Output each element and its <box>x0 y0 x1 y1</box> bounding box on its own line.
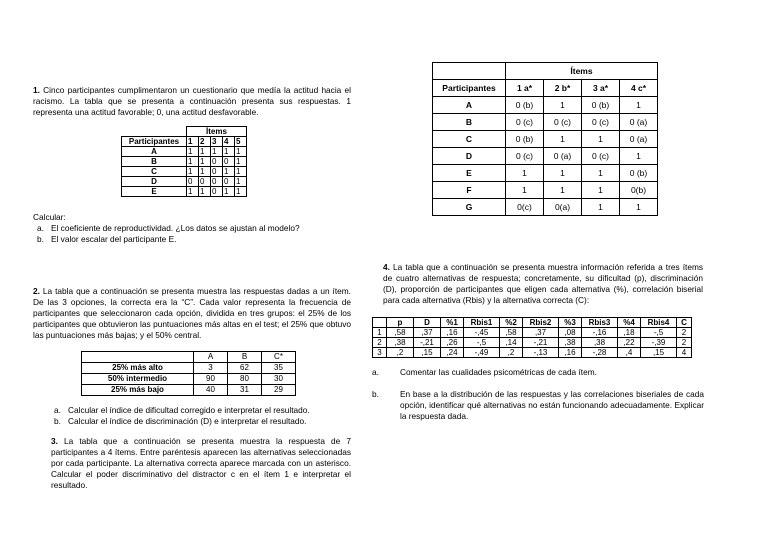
question-text: La tabla que a continuación se presenta muestra información referida a tres ítems de cuatro alternativas de respuesta; concretamente, su dificultad (p), discriminación (D), proporción de participantes que eligen cada alternativa (%), correlación biserial para cada alternativa (Rbis) y la alternativa correcta (C): <box>383 262 704 305</box>
cell: 1 <box>544 165 582 182</box>
cell: 80 <box>228 374 262 385</box>
cell: 1 <box>187 167 199 177</box>
header-cell: A <box>194 352 228 363</box>
list-text: Comentar las cualidades psicométricas de cada ítem. <box>400 367 597 377</box>
table-row <box>122 147 247 157</box>
list-item <box>372 367 704 378</box>
cell: ,58 <box>500 328 523 338</box>
row-label: E <box>122 187 187 197</box>
cell: -,39 <box>641 338 677 348</box>
row-label: A <box>433 97 506 114</box>
header-cell: p <box>387 318 414 328</box>
cell: ,14 <box>500 338 523 348</box>
q1-list <box>33 223 363 245</box>
header-cell <box>82 352 194 363</box>
q4-list <box>372 367 704 422</box>
cell: 0(c) <box>506 199 544 216</box>
cell: ,15 <box>641 348 677 358</box>
cell: ,37 <box>523 328 559 338</box>
header-cell: 1 a* <box>506 80 544 97</box>
header-cell: 2 b* <box>544 80 582 97</box>
table-row <box>433 97 658 114</box>
cell: ,08 <box>559 328 582 338</box>
cell: 1 <box>544 182 582 199</box>
cell: 1 <box>223 187 235 197</box>
cell: 0 <box>211 187 223 197</box>
list-item <box>50 416 370 427</box>
question-3 <box>51 436 351 491</box>
table-row <box>433 165 658 182</box>
question-2 <box>33 286 351 341</box>
cell: 35 <box>262 363 296 374</box>
cell: 1 <box>582 165 620 182</box>
header-cell: 2 <box>199 137 211 147</box>
header-cell: C* <box>262 352 296 363</box>
cell: 0 (b) <box>620 165 658 182</box>
calc-label: Calcular: <box>33 212 66 222</box>
cell: -,45 <box>464 328 500 338</box>
row-label: D <box>433 148 506 165</box>
cell: ,37 <box>414 328 441 338</box>
cell: 1 <box>235 187 247 197</box>
cell: ,24 <box>441 348 464 358</box>
row-label: 50% intermedio <box>82 374 194 385</box>
table-row <box>82 385 296 396</box>
cell: 0 (c) <box>582 114 620 131</box>
cell: 1 <box>544 131 582 148</box>
question-number: 3. <box>51 436 58 446</box>
cell: 1 <box>199 167 211 177</box>
table-q1 <box>121 126 247 197</box>
header-cell: Rbis1 <box>464 318 500 328</box>
table-row <box>82 363 296 374</box>
cell: ,16 <box>441 328 464 338</box>
cell: 1 <box>223 147 235 157</box>
cell: 40 <box>194 385 228 396</box>
cell: -,16 <box>582 328 618 338</box>
table-row <box>122 157 247 167</box>
table-row <box>373 328 692 338</box>
question-1 <box>33 85 351 118</box>
table-q2 <box>81 351 296 396</box>
cell: 1 <box>620 199 658 216</box>
header-cell: 1 <box>187 137 199 147</box>
header-cell: Rbis3 <box>582 318 618 328</box>
header-cell: D <box>414 318 441 328</box>
cell: ,38 <box>387 338 414 348</box>
header-cell: 5 <box>235 137 247 147</box>
header-cell: %1 <box>441 318 464 328</box>
row-label: D <box>122 177 187 187</box>
row-label: A <box>122 147 187 157</box>
question-number: 1. <box>33 85 40 95</box>
list-text: El valor escalar del participante E. <box>51 234 177 244</box>
list-marker: a. <box>37 223 44 233</box>
cell: ,4 <box>618 348 641 358</box>
cell: 0 (c) <box>582 148 620 165</box>
row-label: 3 <box>373 348 387 358</box>
q1-calc <box>33 212 363 245</box>
table-row <box>373 348 692 358</box>
cell: 31 <box>228 385 262 396</box>
cell: ,58 <box>387 328 414 338</box>
cell: ,38 <box>582 338 618 348</box>
cell: -,5 <box>641 328 677 338</box>
cell: 0(b) <box>620 182 658 199</box>
list-marker: b. <box>372 389 379 399</box>
cell: 0 (c) <box>544 114 582 131</box>
header-cell: Rbis2 <box>523 318 559 328</box>
table-row <box>433 148 658 165</box>
table-row <box>122 177 247 187</box>
table-row <box>373 338 692 348</box>
cell: 1 <box>199 147 211 157</box>
cell: 1 <box>199 157 211 167</box>
question-text: La tabla que a continuación se presenta muestra la respuesta de 7 participantes a 4 ítems. Entre paréntesis aparecen las alternativas seleccionadas por cada participante. La alternativa correcta aparece marcada con un asterisco. Calcular el poder discriminativo del distractor c en el ítem 1 e interpretar el resultado. <box>51 436 351 490</box>
table-row <box>122 187 247 197</box>
cell: 62 <box>228 363 262 374</box>
header-cell: Participantes <box>433 80 506 97</box>
question-4 <box>383 262 703 306</box>
cell: 0 <box>223 157 235 167</box>
q2-list <box>50 405 370 427</box>
list-text: Calcular el índice de discriminación (D) e interpretar el resultado. <box>68 416 307 426</box>
cell: 30 <box>262 374 296 385</box>
cell: 1 <box>235 167 247 177</box>
group-header: Ítems <box>187 127 247 137</box>
cell: 1 <box>199 187 211 197</box>
header-cell: 3 <box>211 137 223 147</box>
table-row <box>433 199 658 216</box>
cell: 1 <box>582 131 620 148</box>
cell: -,21 <box>523 338 559 348</box>
table-row <box>122 167 247 177</box>
cell: 0 <box>211 157 223 167</box>
cell: 0 (a) <box>620 114 658 131</box>
header-cell: 4 c* <box>620 80 658 97</box>
cell: ,15 <box>414 348 441 358</box>
cell: ,22 <box>618 338 641 348</box>
cell: 0(a) <box>544 199 582 216</box>
cell: 1 <box>235 147 247 157</box>
question-text: La tabla que a continuación se presenta muestra las respuestas dadas a un ítem. De las 3 opciones, la correcta era la “C”. Cada valor representa la frecuencia de participantes que seleccionaron cada opción, dividida en tres grupos: el 25% de los participantes que obtuvieron las puntuaciones más altas en el test; el 25% que obtuvo las puntuaciones más bajas; y el 50% central. <box>33 286 351 340</box>
header-cell: %2 <box>500 318 523 328</box>
cell: 0 <box>211 167 223 177</box>
cell: ,2 <box>387 348 414 358</box>
table-row <box>433 182 658 199</box>
cell: 0 <box>223 177 235 187</box>
cell: 1 <box>187 187 199 197</box>
cell: -,5 <box>464 338 500 348</box>
cell: 2 <box>677 338 692 348</box>
header-cell: %4 <box>618 318 641 328</box>
cell: 1 <box>187 147 199 157</box>
header-cell: C <box>677 318 692 328</box>
question-text: Cinco participantes cumplimentaron un cuestionario que medía la actitud hacia el racismo. La tabla que se presenta a continuación presenta sus respuestas. 1 representa una actitud favorable; 0, una actitud desfavorable. <box>33 85 351 117</box>
cell: ,2 <box>500 348 523 358</box>
list-item <box>50 405 370 416</box>
table-q4 <box>372 317 692 358</box>
row-label: 2 <box>373 338 387 348</box>
cell: 2 <box>677 328 692 338</box>
table-row <box>433 131 658 148</box>
cell: 1 <box>211 147 223 157</box>
cell: 1 <box>582 182 620 199</box>
header-cell: %3 <box>559 318 582 328</box>
cell: 0 (b) <box>506 97 544 114</box>
cell: 1 <box>506 165 544 182</box>
table-row <box>433 114 658 131</box>
cell: 90 <box>194 374 228 385</box>
list-marker: a. <box>54 405 61 415</box>
list-text: El coeficiente de reproductividad. ¿Los datos se ajustan al modelo? <box>51 223 300 233</box>
row-label: 25% más bajo <box>82 385 194 396</box>
cell: ,16 <box>559 348 582 358</box>
row-label: C <box>122 167 187 177</box>
cell: 0 <box>211 177 223 187</box>
header-cell: 4 <box>223 137 235 147</box>
cell: 0 <box>199 177 211 187</box>
q2-items <box>50 405 370 427</box>
header-cell: B <box>228 352 262 363</box>
question-number: 4. <box>383 262 390 272</box>
header-cell <box>373 318 387 328</box>
cell: -,21 <box>414 338 441 348</box>
cell: -,28 <box>582 348 618 358</box>
cell: 0 (c) <box>506 148 544 165</box>
row-label: E <box>433 165 506 182</box>
cell: 1 <box>582 199 620 216</box>
row-label: B <box>433 114 506 131</box>
group-header: Ítems <box>506 63 658 80</box>
cell: 1 <box>620 97 658 114</box>
cell: 29 <box>262 385 296 396</box>
list-text: En base a la distribución de las respuestas y las correlaciones biseriales de cada opción, identificar qué alternativas no están funcionando adecuadamente. Explicar la respuesta dada. <box>400 389 704 421</box>
cell: 1 <box>620 148 658 165</box>
table-q3 <box>432 62 658 216</box>
cell: 1 <box>544 97 582 114</box>
cell: 0 (b) <box>506 131 544 148</box>
cell: 0 <box>187 177 199 187</box>
cell: -,49 <box>464 348 500 358</box>
cell: ,18 <box>618 328 641 338</box>
table-row <box>82 374 296 385</box>
header-cell: Participantes <box>122 137 187 147</box>
q4-items <box>372 367 704 422</box>
row-label: 25% más alto <box>82 363 194 374</box>
row-label: C <box>433 131 506 148</box>
cell: 0 (b) <box>582 97 620 114</box>
cell: -,13 <box>523 348 559 358</box>
list-item <box>33 234 363 245</box>
cell: 3 <box>194 363 228 374</box>
row-label: B <box>122 157 187 167</box>
cell: 4 <box>677 348 692 358</box>
list-marker: b. <box>54 416 61 426</box>
cell: 0 (c) <box>506 114 544 131</box>
header-cell: 3 a* <box>582 80 620 97</box>
cell: 1 <box>506 182 544 199</box>
question-number: 2. <box>33 286 40 296</box>
cell: 1 <box>187 157 199 167</box>
row-label: F <box>433 182 506 199</box>
cell: 0 (a) <box>620 131 658 148</box>
list-item <box>33 223 363 234</box>
list-text: Calcular el índice de dificultad corregido e interpretar el resultado. <box>68 405 310 415</box>
list-marker: a. <box>372 367 379 377</box>
row-label: G <box>433 199 506 216</box>
cell: ,26 <box>441 338 464 348</box>
cell: 0 (a) <box>544 148 582 165</box>
list-item <box>372 389 704 422</box>
row-label: 1 <box>373 328 387 338</box>
cell: 1 <box>223 167 235 177</box>
cell: ,38 <box>559 338 582 348</box>
cell: 1 <box>235 157 247 167</box>
header-cell: Rbis4 <box>641 318 677 328</box>
list-marker: b. <box>37 234 44 244</box>
cell: 1 <box>235 177 247 187</box>
